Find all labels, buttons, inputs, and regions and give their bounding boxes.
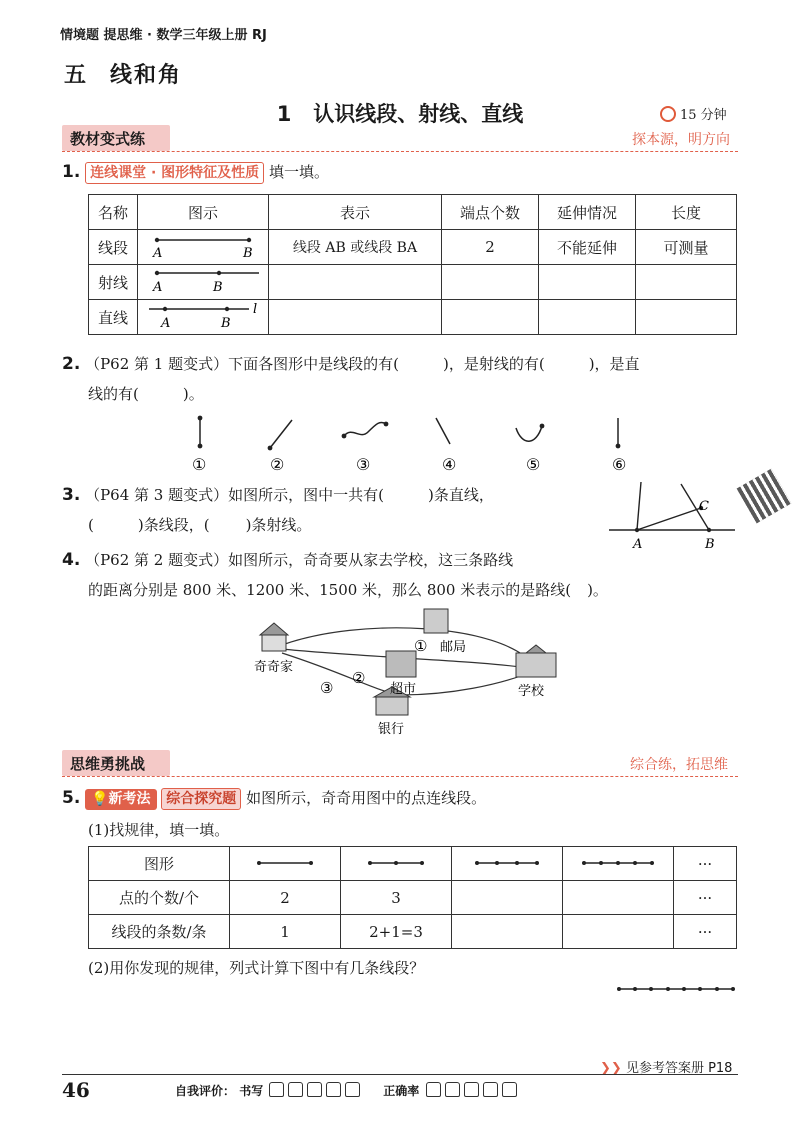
section-divider-1: [62, 151, 738, 152]
row-length[interactable]: [636, 265, 737, 300]
q5-tag1-text: 新考法: [108, 791, 151, 807]
table-row: [89, 300, 737, 335]
points-value: 3: [341, 881, 452, 915]
point-a-label: A: [633, 537, 643, 552]
label-a: A: [153, 246, 163, 260]
q4-route-map: [240, 605, 570, 740]
q5-eight-point-line: [615, 982, 740, 996]
supermarket-icon: [386, 651, 416, 677]
table-row: [89, 265, 737, 300]
route-1-label: ①: [414, 637, 428, 655]
points-value[interactable]: [452, 881, 563, 915]
table-row: [89, 230, 737, 265]
q3-figure: [605, 478, 740, 552]
ellipsis-cell: ···: [674, 915, 737, 949]
q1-table: [88, 194, 737, 335]
row-endpoints: 2: [442, 230, 539, 265]
eval-writing-label: 书写: [239, 1084, 264, 1098]
q5-sub2: (2)用你发现的规律，列式计算下图中有几条线段？: [88, 959, 425, 977]
label-a: A: [153, 280, 163, 295]
th-notation: 表示: [269, 195, 442, 230]
thumb-icon[interactable]: [464, 1082, 479, 1097]
q5-table: [88, 846, 737, 949]
q2-text-1: （P62 第 1 题变式）下面各图形中是线段的有(: [85, 355, 399, 373]
th-diagram: 图示: [138, 195, 269, 230]
figure-3-points: [341, 847, 452, 881]
thumb-icon[interactable]: [345, 1082, 360, 1097]
thumb-icon[interactable]: [307, 1082, 322, 1097]
thumb-icon[interactable]: [502, 1082, 517, 1097]
label-b: B: [213, 280, 223, 295]
q3-text-5: )条射线。: [245, 516, 312, 534]
th-length: 长度: [636, 195, 737, 230]
route-2-label: ②: [352, 669, 366, 687]
post-office-icon: [424, 609, 448, 633]
row-endpoints[interactable]: [442, 300, 539, 335]
q4-number: 4.: [62, 550, 81, 570]
table-header-row: [89, 195, 737, 230]
chapter-heading: [64, 58, 182, 89]
figure-label-5: ⑤: [526, 455, 541, 474]
row-extension[interactable]: [539, 300, 636, 335]
q2-text-5: )。: [182, 385, 204, 403]
ellipsis-cell: ···: [674, 847, 737, 881]
thumb-icon[interactable]: [445, 1082, 460, 1097]
thumb-icon[interactable]: [288, 1082, 303, 1097]
q5-prompt: 如图所示，奇奇用图中的点连线段。: [246, 789, 487, 807]
row-name: 射线: [89, 265, 138, 300]
row-extension: 不能延伸: [539, 230, 636, 265]
self-evaluation: [175, 1082, 519, 1099]
row-name: 直线: [89, 300, 138, 335]
line-figure: [139, 300, 267, 330]
time-limit: [660, 104, 727, 123]
segment-figure: [139, 230, 267, 260]
bank-label: 银行: [378, 722, 405, 737]
label-b: B: [243, 246, 253, 260]
double-arrow-icon: ❯❯: [600, 1061, 622, 1076]
chapter-number: 五: [64, 63, 89, 88]
question-1: [62, 157, 329, 187]
segment-diagram: [138, 230, 269, 265]
q4-text-2: 的距离分别是 800 米、1200 米、1500 米，那么 800 米表示的是路线(: [88, 581, 572, 599]
q5-new-tag: [85, 789, 156, 810]
row-notation[interactable]: [269, 300, 442, 335]
label-b: B: [221, 316, 231, 330]
figure-5-points: [563, 847, 674, 881]
th-endpoints: 端点个数: [442, 195, 539, 230]
q1-tag: 连线课堂 · 图形特征及性质: [85, 162, 264, 184]
row-extension[interactable]: [539, 265, 636, 300]
qr-code-icon: [737, 469, 792, 524]
question-5: [62, 783, 486, 813]
section-right-1: 探本源，明方向: [632, 132, 730, 148]
table-row: [89, 881, 737, 915]
route-3-label: ③: [320, 679, 334, 697]
eval-accuracy-label: 正确率: [383, 1084, 420, 1098]
row-notation: 线段 AB 或线段 BA: [269, 230, 442, 265]
q4-text-3: )。: [587, 581, 608, 599]
q2-text-2: )，是射线的有(: [442, 355, 545, 373]
question-2-line-2: [88, 379, 204, 409]
points-value: 2: [230, 881, 341, 915]
q5-type-tag: 综合探究题: [161, 788, 241, 810]
school-icon: [516, 645, 556, 677]
point-b-label: B: [705, 537, 715, 552]
school-label: 学校: [518, 684, 545, 699]
figure-4-points: [452, 847, 563, 881]
label-a: A: [161, 316, 171, 330]
lesson-number: 1: [276, 102, 292, 126]
ray-figure: [139, 265, 267, 295]
row-length[interactable]: [636, 300, 737, 335]
row-label-figure: 图形: [89, 847, 230, 881]
eval-label: 自我评价：: [175, 1084, 236, 1098]
segments-value[interactable]: [563, 915, 674, 949]
q2-figures: [150, 410, 670, 476]
home-icon: [260, 623, 288, 651]
table-row: [89, 915, 737, 949]
thumb-icon[interactable]: [426, 1082, 441, 1097]
segments-value: 2+1=3: [341, 915, 452, 949]
q2-text-4: 线的有(: [88, 385, 139, 403]
thumb-icon[interactable]: [326, 1082, 341, 1097]
q5-sub1: (1)找规律，填一填。: [88, 821, 230, 839]
ray-diagram: [138, 265, 269, 300]
q3-text-3: (: [88, 516, 94, 534]
question-4-line-2: [88, 575, 608, 605]
footer-rule: [62, 1074, 738, 1075]
series-header: 情境题 提思维 · 数学三年级上册 RJ: [60, 28, 267, 43]
q2-number: 2.: [62, 354, 81, 374]
figure-label-2: ②: [270, 455, 285, 474]
post-label: 邮局: [440, 640, 467, 655]
question-2: [62, 349, 742, 379]
figure-2-points: [230, 847, 341, 881]
home-label: 奇奇家: [254, 660, 294, 675]
q3-text-1: （P64 第 3 题变式）如图所示，图中一共有(: [85, 486, 384, 504]
table-row: [89, 847, 737, 881]
lesson-title-text: 认识线段、射线、直线: [313, 102, 524, 126]
figure-label-4: ④: [442, 455, 457, 474]
figure-label-3: ③: [356, 455, 371, 474]
lightbulb-icon: 💡: [91, 791, 109, 807]
q5-number: 5.: [62, 788, 81, 808]
ellipsis-cell: ···: [674, 881, 737, 915]
q1-number: 1.: [62, 162, 81, 182]
q3-text-4: )条线段，(: [137, 516, 210, 534]
row-label-segments: 线段的条数/条: [89, 915, 230, 949]
section-right-2: 综合练，拓思维: [630, 757, 728, 773]
question-3-line-2: [88, 510, 311, 540]
points-value[interactable]: [563, 881, 674, 915]
page-number: 46: [62, 1078, 90, 1102]
answer-ref-text: 见参考答案册 P18: [625, 1061, 733, 1076]
row-notation[interactable]: [269, 265, 442, 300]
section-label-1: 教材变式练: [70, 130, 146, 148]
segments-value: 1: [230, 915, 341, 949]
thumb-icon[interactable]: [269, 1082, 284, 1097]
row-endpoints[interactable]: [442, 265, 539, 300]
clock-icon: [660, 106, 676, 122]
q4-text-1: （P62 第 2 题变式）如图所示，奇奇要从家去学校，这三条路线: [85, 551, 514, 569]
thumb-icon[interactable]: [483, 1082, 498, 1097]
question-3: [62, 480, 494, 510]
point-c-label: C: [699, 499, 709, 514]
segments-value[interactable]: [452, 915, 563, 949]
section-label-2: 思维勇挑战: [70, 755, 146, 773]
row-name: 线段: [89, 230, 138, 265]
question-4: [62, 545, 742, 575]
section-divider-2: [62, 776, 738, 777]
row-label-points: 点的个数/个: [89, 881, 230, 915]
figure-label-1: ①: [192, 455, 207, 474]
figure-label-6: ⑥: [612, 455, 627, 474]
row-length: 可测量: [636, 230, 737, 265]
q1-prompt: 填一填。: [268, 163, 329, 181]
q3-number: 3.: [62, 485, 81, 505]
line-diagram: [138, 300, 269, 335]
time-text: 15 分钟: [680, 108, 727, 123]
th-name: 名称: [89, 195, 138, 230]
market-label: 超市: [390, 682, 417, 697]
q3-text-2: )条直线，: [427, 486, 494, 504]
th-extension: 延伸情况: [539, 195, 636, 230]
q2-text-3: )，是直: [588, 355, 640, 373]
chapter-title: 线和角: [110, 63, 183, 88]
label-l: l: [253, 302, 258, 317]
